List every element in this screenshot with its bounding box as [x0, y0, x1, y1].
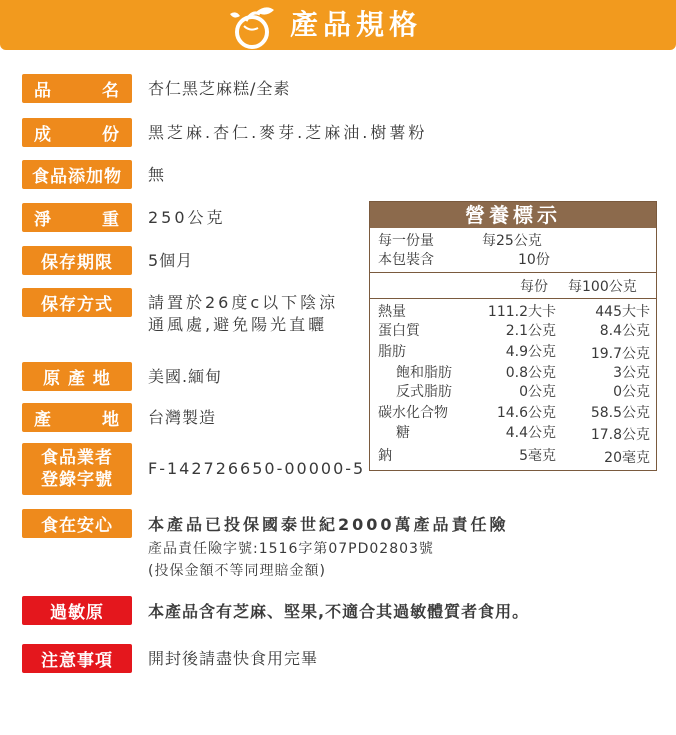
col-per-serving: 每份 — [520, 279, 548, 295]
value-ingredients: 黑芝麻.杏仁.麥芽.芝麻油.樹薯粉 — [148, 123, 428, 142]
value-origin: 美國.緬甸 — [148, 367, 223, 386]
divider — [370, 272, 656, 273]
nutrient-per-serving: 0公克 — [519, 384, 556, 400]
nutrient-per-serving: 4.4公克 — [505, 425, 556, 441]
label-char-2: 份 — [102, 125, 120, 145]
label-line-1: 食品業者 — [41, 448, 113, 468]
nutrient-name: 反式脂肪 — [396, 384, 452, 400]
pack-value: 10份 — [518, 252, 550, 268]
label-origin: 原 產 地 — [22, 362, 132, 391]
label-storage: 保存方式 — [22, 288, 132, 317]
nutrient-name: 鈉 — [378, 448, 392, 464]
nutrient-per-serving: 111.2大卡 — [487, 304, 556, 320]
nutrient-per-serving: 14.6公克 — [496, 405, 556, 421]
label-char-2: 重 — [102, 210, 120, 230]
serving-value: 每25公克 — [482, 233, 542, 249]
nutrient-per-serving: 5毫克 — [519, 448, 556, 464]
label-registration — [22, 443, 132, 495]
nutrient-name: 熱量 — [378, 304, 406, 320]
col-per-100: 每100公克 — [568, 279, 637, 295]
nutrient-per-100: 8.4公克 — [599, 323, 650, 339]
nutrient-name: 脂肪 — [378, 344, 406, 360]
nutrient-per-serving: 4.9公克 — [505, 344, 556, 360]
nutrient-name: 糖 — [396, 425, 410, 441]
label-char-1: 成 — [34, 125, 52, 145]
value-insurance-line-1: 本產品已投保國泰世紀2000萬產品責任險 — [148, 515, 509, 534]
value-place-made: 台灣製造 — [148, 408, 217, 427]
label-char-2: 名 — [102, 81, 120, 101]
nutrient-per-100: 20毫克 — [604, 450, 650, 466]
label-notice: 注意事項 — [22, 644, 132, 673]
label-allergen: 過敏原 — [22, 596, 132, 625]
nutrient-name: 飽和脂肪 — [396, 365, 452, 381]
value-insurance-line-3: (投保金額不等同理賠金額) — [148, 563, 326, 579]
label-insurance: 食在安心 — [22, 509, 132, 538]
label-char-1: 淨 — [34, 210, 52, 230]
nutrient-name: 蛋白質 — [378, 323, 420, 339]
nutrient-per-100: 3公克 — [613, 365, 650, 381]
nutrient-per-100: 19.7公克 — [590, 346, 650, 362]
fruit-logo-icon — [226, 4, 282, 50]
label-char-1: 產 — [34, 410, 52, 430]
value-notice: 開封後請盡快食用完畢 — [148, 649, 319, 668]
label-place-made — [22, 403, 132, 432]
header-bar — [0, 0, 676, 50]
value-additives: 無 — [148, 165, 166, 184]
label-char-2: 地 — [102, 410, 120, 430]
value-storage-line-2: 通風處,避免陽光直曬 — [148, 315, 328, 334]
label-char-1: 品 — [34, 81, 52, 101]
page-title: 產品規格 — [290, 8, 423, 41]
nutrient-per-100: 445大卡 — [595, 304, 650, 320]
nutrient-per-serving: 0.8公克 — [505, 365, 556, 381]
nutrient-per-100: 17.8公克 — [590, 427, 650, 443]
nutrient-per-100: 58.5公克 — [590, 405, 650, 421]
value-product-name: 杏仁黑芝麻糕/全素 — [148, 79, 291, 98]
nutrition-table — [369, 201, 657, 471]
value-registration: F-142726650-00000-5 — [148, 459, 366, 478]
label-product-name — [22, 74, 132, 103]
label-net-weight — [22, 203, 132, 232]
value-insurance-line-2: 產品責任險字號:1516字第07PD02803號 — [148, 541, 434, 557]
nutrition-title: 營養標示 — [370, 202, 656, 228]
nutrient-name: 碳水化合物 — [378, 405, 448, 421]
nutrient-per-serving: 2.1公克 — [505, 323, 556, 339]
divider — [370, 298, 656, 299]
value-net-weight: 250公克 — [148, 208, 226, 227]
label-ingredients — [22, 118, 132, 147]
label-shelf-life: 保存期限 — [22, 246, 132, 275]
serving-label: 每一份量 — [378, 233, 434, 249]
value-storage-line-1: 請置於26度c以下陰涼 — [148, 293, 339, 312]
pack-label: 本包裝含 — [378, 252, 434, 268]
value-shelf-life: 5個月 — [148, 251, 194, 270]
label-additives: 食品添加物 — [22, 160, 132, 189]
label-line-2: 登錄字號 — [41, 470, 113, 490]
nutrient-per-100: 0公克 — [613, 384, 650, 400]
value-allergen: 本產品含有芝麻、堅果,不適合其過敏體質者食用。 — [148, 602, 530, 621]
